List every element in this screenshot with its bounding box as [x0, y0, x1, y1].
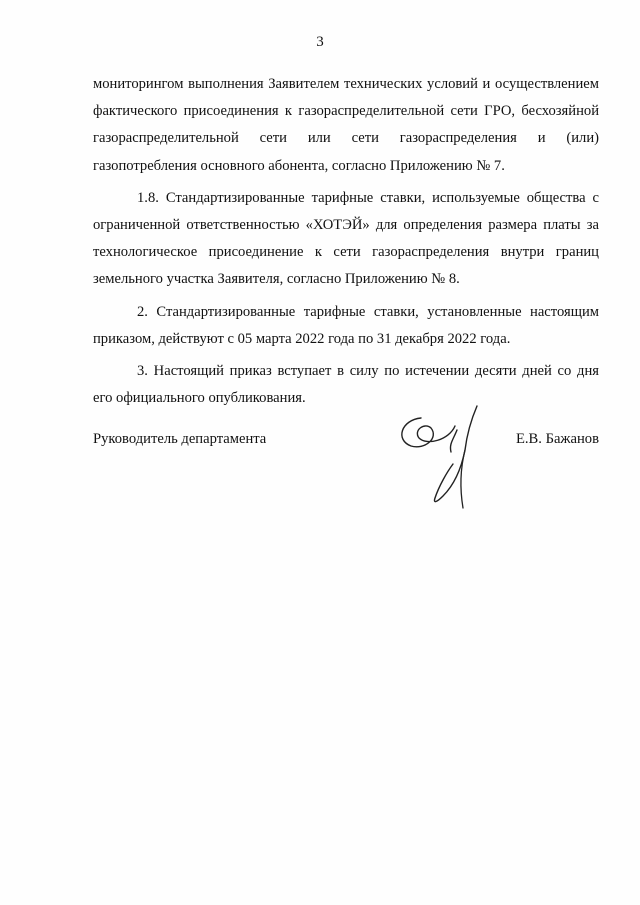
paragraph-continuation: мониторингом выполнения Заявителем технических условий и осуществлением фактического присоединения к газораспределительной сети ГРО, бесхозяйной газораспределительной сети или сети газораспределения и (или) газопотребления основного абонента, согласно Приложению № 7.	[93, 76, 599, 174]
handwritten-signature	[391, 400, 501, 515]
document-body	[93, 71, 599, 417]
signatory-name: Е.В. Бажанов	[515, 431, 599, 447]
signatory-title: Руководитель департамента	[93, 431, 267, 447]
signature-block	[93, 400, 599, 520]
page-number: 3	[316, 34, 324, 50]
paragraph-2: 2. Стандартизированные тарифные ставки, установленные настоящим приказом, действуют с 05 марта 2022 года по 31 декабря 2022 года.	[93, 303, 599, 347]
paragraph-1-8: 1.8. Стандартизированные тарифные ставки, используемые общества с ограниченной ответственностью «ХОТЭЙ» для определения размера платы за технологическое присоединение к сети газораспределения внутри границ земельного участка Заявителя, согласно Приложению № 8.	[93, 189, 599, 288]
paragraph-3: 3. Настоящий приказ вступает в силу по истечении десяти дней со дня его официального опубликования.	[93, 363, 599, 407]
